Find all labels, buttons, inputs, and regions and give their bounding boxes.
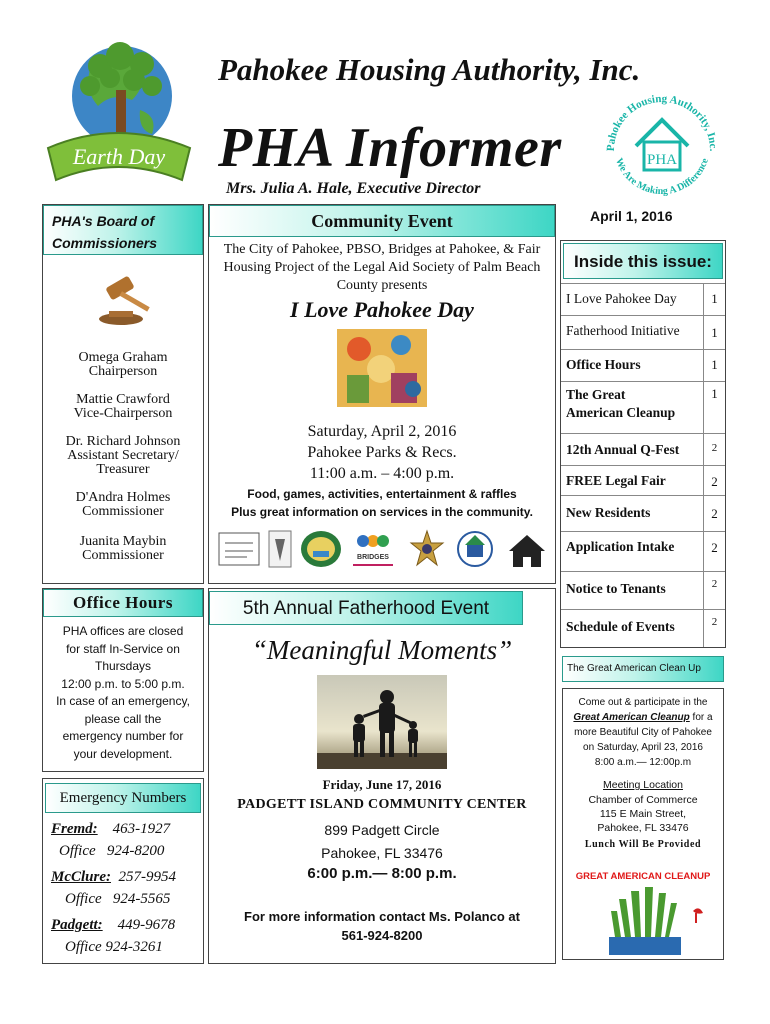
- fatherhood-time: 6:00 p.m.— 8:00 p.m.: [307, 865, 457, 882]
- cleanup-panel: [562, 688, 724, 960]
- board-panel: [42, 204, 204, 584]
- toc-item: Fatherhood Initiative 1: [561, 315, 725, 349]
- seal-center-text: PHA: [646, 152, 678, 168]
- seal-bottom-text: We Are Making A Difference: [612, 156, 711, 196]
- gavel-icon: [93, 271, 155, 327]
- inside-this-issue-panel: [560, 240, 726, 648]
- pha-seal-logo: [600, 84, 724, 196]
- fatherhood-date: Friday, June 17, 2016: [322, 777, 442, 792]
- newsletter-title: PHA Informer: [218, 117, 562, 179]
- community-promo: Food, games, activities, entertainment & raffles Plus great information on services in the community.: [231, 487, 533, 519]
- city-pahokee-logo: [301, 531, 341, 567]
- community-intro: The City of Pahokee, PBSO, Bridges at Pahokee, & Fair Housing Project of the Legal Aid Society of Palm Beach County presents: [223, 242, 541, 293]
- meeting-location-label: Meeting Location: [603, 779, 683, 791]
- toc-item: Application Intake 2: [561, 531, 725, 571]
- emergency-office-line: Office 924-5565: [65, 891, 171, 907]
- cleanup-text: Come out & participate in the Great American Cleanup for a more Beautiful City of Pahokee on Saturday, April 23, 2016 8:00 a.m.— 12:00p.m: [573, 697, 713, 768]
- keep-palm-beach-beautiful-logo: [607, 885, 707, 957]
- board-member: D'Andra Holmes Commissioner: [75, 490, 171, 519]
- fatherhood-subtitle: “Meaningful Moments”: [251, 635, 513, 665]
- event-illustration: [337, 329, 427, 407]
- office-hours-panel: [42, 588, 204, 772]
- emergency-heading: Emergency Numbers: [45, 783, 201, 813]
- office-hours-heading: Office Hours: [43, 589, 203, 617]
- emergency-panel: [42, 778, 204, 964]
- legal-aid-logo: [219, 533, 259, 565]
- toc-item: Schedule of Events 2: [561, 609, 725, 647]
- fatherhood-venue: PADGETT ISLAND COMMUNITY CENTER: [237, 797, 527, 812]
- community-event-details: Saturday, April 2, 2016 Pahokee Parks & Recs. 11:00 a.m. – 4:00 p.m.: [307, 423, 457, 482]
- emergency-line: Padgett: 449-9678: [51, 917, 176, 933]
- org-title: Pahokee Housing Authority, Inc.: [218, 52, 641, 87]
- toc-item: Office Hours 1: [561, 349, 725, 381]
- emergency-office-line: Office 924-8200: [59, 843, 165, 859]
- bridges-logo: [353, 535, 393, 565]
- fatherhood-panel: [208, 588, 556, 964]
- fatherhood-heading: 5th Annual Fatherhood Event: [209, 591, 523, 625]
- director-line: Mrs. Julia A. Hale, Executive Director: [226, 180, 481, 197]
- meeting-location-address: Chamber of Commerce 115 E Main Street, Pahokee, FL 33476: [588, 794, 698, 834]
- sheriff-badge-logo: [411, 531, 443, 565]
- earth-day-text: Earth Day: [72, 144, 166, 169]
- justice-logo: [269, 531, 291, 567]
- board-member: Omega Graham Chairperson: [78, 350, 168, 379]
- toc-heading: Inside this issue:: [563, 243, 723, 279]
- emergency-office-line: Office 924-3261: [65, 939, 163, 955]
- emergency-line: Fremd: 463-1927: [51, 821, 171, 837]
- hud-logo: [458, 532, 492, 566]
- toc-item: FREE Legal Fair 2: [561, 465, 725, 495]
- issue-date: April 1, 2016: [590, 208, 673, 224]
- father-children-photo: [317, 675, 447, 769]
- board-member: Mattie Crawford Vice-Chairperson: [73, 392, 173, 421]
- community-event-panel: [208, 204, 556, 584]
- toc-item: 12th Annual Q-Fest 2: [561, 433, 725, 465]
- cleanup-logo-text: GREAT AMERICAN CLEANUP: [575, 871, 711, 882]
- toc-item: New Residents 2: [561, 495, 725, 531]
- lunch-note: Lunch Will Be Provided: [584, 839, 702, 850]
- community-event-heading: Community Event: [209, 205, 555, 237]
- svg-text:BRIDGES: BRIDGES: [357, 554, 389, 561]
- housing-logo: [509, 535, 545, 567]
- community-event-name: I Love Pahokee Day: [290, 297, 474, 322]
- toc-item: I Love Pahokee Day 1: [561, 283, 725, 315]
- fatherhood-contact: For more information contact Ms. Polanco at 561-924-8200: [244, 909, 520, 943]
- toc-item: Notice to Tenants 2: [561, 571, 725, 609]
- emergency-line: McClure: 257-9954: [51, 869, 176, 885]
- cleanup-heading: The Great American Clean Up: [562, 656, 724, 682]
- office-hours-text: PHA offices are closed for staff In-Service on Thursdays 12:00 p.m. to 5:00 p.m. In case of an emergency, please call the emergency number for your development.: [56, 624, 190, 761]
- fatherhood-address: 899 Padgett Circle Pahokee, FL 33476: [321, 822, 443, 861]
- board-member: Juanita Maybin Commissioner: [79, 534, 167, 563]
- earth-day-logo: [40, 30, 196, 190]
- board-heading: PHA's Board of Commissioners: [43, 205, 203, 255]
- board-member: Dr. Richard Johnson Assistant Secretary/ Treasurer: [65, 434, 181, 477]
- sponsor-logos: [217, 527, 549, 571]
- toc-item: The Great American Cleanup 1: [561, 381, 725, 433]
- seal-top-text: Pahokee Housing Authority, Inc.: [604, 92, 720, 152]
